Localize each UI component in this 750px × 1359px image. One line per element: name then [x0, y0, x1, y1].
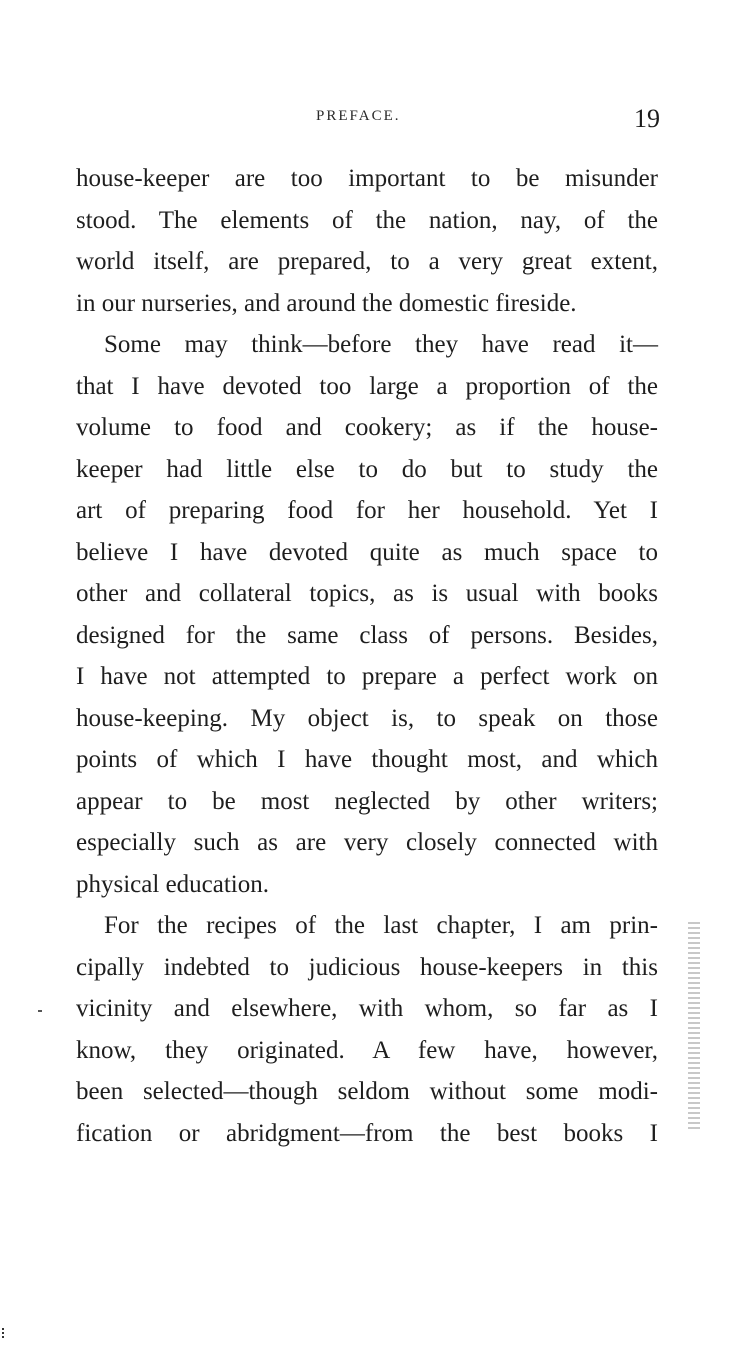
text-line: art of preparing food for her household. Yet I	[76, 497, 658, 524]
text-line: vicinity and elsewhere, with whom, so far as I	[76, 995, 658, 1022]
text-line: Some may think—before they have read it—	[104, 331, 658, 358]
page-number: 19	[634, 104, 660, 133]
text-line: other and collateral topics, as is usual with books	[76, 580, 658, 607]
body-text	[76, 158, 658, 1154]
text-line: points of which I have thought most, and which	[76, 746, 658, 773]
text-line: house-keeping. My object is, to speak on those	[76, 704, 658, 732]
text-line: appear to be most neglected by other writers;	[76, 787, 658, 815]
edge-mark	[2, 1328, 4, 1340]
text-line: been selected—though seldom without some modi-	[76, 1078, 658, 1105]
text-line: house-keeper are too important to be misunder	[76, 165, 658, 192]
text-line: in our nurseries, and around the domestic fireside.	[76, 289, 577, 317]
text-line: especially such as are very closely connected with	[76, 829, 658, 856]
text-line: believe I have devoted quite as much space to	[76, 538, 658, 566]
margin-binding-mark	[688, 922, 700, 1132]
text-line: fication or abridgment—from the best books I	[76, 1119, 658, 1147]
text-line: physical education.	[76, 870, 269, 898]
text-line: know, they originated. A few have, however,	[76, 1036, 658, 1064]
text-line: world itself, are prepared, to a very great extent,	[76, 248, 658, 275]
text-line: cipally indebted to judicious house-keepers in this	[76, 953, 658, 981]
running-head: PREFACE.	[316, 108, 401, 124]
text-line: keeper had little else to do but to study the	[76, 455, 658, 483]
page-header	[76, 104, 662, 136]
text-line: that I have devoted too large a proportion of the	[76, 372, 658, 400]
text-line: stood. The elements of the nation, nay, of the	[76, 206, 658, 234]
margin-speck	[38, 1010, 42, 1012]
text-line: I have not attempted to prepare a perfect work on	[76, 663, 658, 690]
text-line: volume to food and cookery; as if the house-	[76, 414, 658, 441]
text-line: For the recipes of the last chapter, I am prin-	[104, 912, 658, 939]
text-line: designed for the same class of persons. Besides,	[76, 621, 658, 649]
